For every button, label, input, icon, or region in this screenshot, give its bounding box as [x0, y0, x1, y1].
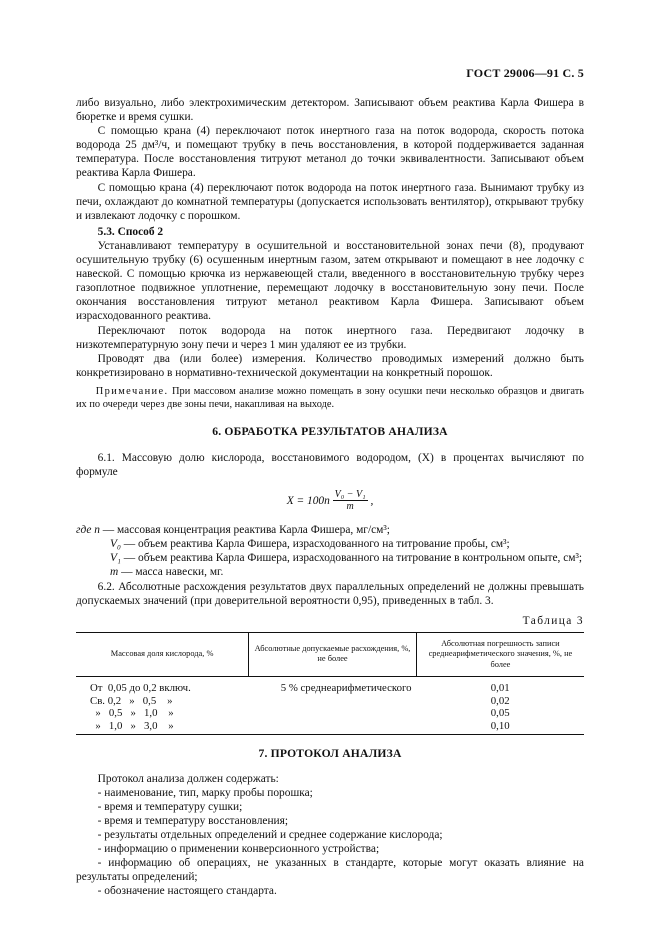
definition-v1 [76, 551, 584, 565]
formula-tail: , [370, 494, 374, 507]
table-cell-error: 0,01 [490, 682, 510, 695]
symbol-m: m [110, 566, 119, 579]
formula-lhs: X = 100n [286, 494, 330, 507]
paragraph-measurements: Проводят два (или более) измерения. Количество проводимых измерений должно быть конкретизировано в нормативно-технической документации на конкретный порошок. [76, 352, 584, 379]
paragraph-6-2: 6.2. Абсолютные расхождения результатов двух параллельных определений не должны превышать допускаемых значений (при доверительной вероятности 0,95), приведенных в табл. 3. [76, 580, 584, 607]
definition-v0 [76, 537, 584, 551]
table-header-row [76, 632, 584, 676]
symbol-n: где n [76, 524, 100, 537]
table-row [76, 707, 584, 720]
table-row [76, 695, 584, 708]
list-item: - результаты отдельных определений и среднее содержание кислорода; [97, 828, 443, 841]
table-cell-range: Св. 0,2 » 0,5 » [90, 694, 173, 707]
subsection-5-3-title: 5.3. Способ 2 [97, 225, 164, 238]
list-item: - время и температуру сушки; [97, 800, 243, 813]
table-cell-range: » 1,0 » 3,0 » [76, 720, 249, 735]
table-caption: Таблица 3 [522, 614, 584, 627]
paragraph-hydrogen-switch: С помощью крана (4) переключают поток инертного газа на поток водорода, скорость потока водорода 25 дм³/ч, и помещают трубку в печь восстановления, в которой поддерживается заданная температура. После восстановления титруют метанол до точки эквивалентности. Записывают объем реактива Карла Фишера. [76, 125, 584, 180]
list-item: - обозначение настоящего стандарта. [97, 885, 277, 898]
definition-n [76, 523, 584, 537]
table-row [76, 677, 584, 695]
section-7-title: 7. ПРОТОКОЛ АНАЛИЗА [258, 747, 402, 761]
paragraph-inert-switch: С помощью крана (4) переключают поток водорода на поток инертного газа. Вынимают трубку из печи, охлаждают до комнатной температуры (допускается использовать вентилятор), открывают трубку и извлекают лодочку с порошком. [76, 181, 584, 222]
definition-v0-text: — объем реактива Карла Фишера, израсходованного на титрование пробы, см³; [120, 538, 510, 551]
note-paragraph [76, 385, 584, 411]
table-cell-error: 0,05 [490, 707, 510, 720]
table-header-divergence: Абсолютные допускаемые расхождения, %, не более [249, 632, 417, 676]
table-header-oxygen: Массовая доля кислорода, % [76, 632, 249, 676]
definition-v1-text: — объем реактива Карла Фишера, израсходованного на титрование в контрольном опыте, см³; [120, 552, 583, 565]
list-item: - время и температуру восстановления; [97, 814, 289, 827]
protocol-intro: Протокол анализа должен содержать: [97, 772, 279, 785]
table-cell-divergence [249, 707, 417, 720]
table-cell-range: » 0,5 » 1,0 » [90, 707, 174, 720]
paragraph-continuation: либо визуально, либо электрохимическим детектором. Записывают объем реактива Карла Фишера в бюретке и время сушки. [76, 97, 584, 124]
list-item: - информацию о применении конверсионного устройства; [97, 842, 380, 855]
table-header-error: Абсолютная погрешность записи среднеарифметического значения, %, не более [416, 632, 584, 676]
page-header-code: ГОСТ 29006—91 С. 5 [466, 66, 584, 80]
note-text: При массовом анализе можно помещать в зону осушки печи несколько образцов и двигать их по очереди через две зоны печи, накапливая на выходе. [76, 385, 584, 410]
note-label: Примечание. [95, 385, 169, 397]
formula-numerator: V₀ − V₁ [334, 489, 366, 501]
table-cell-divergence: 5 % среднеарифметического [280, 682, 412, 695]
table-cell-error: 0,10 [416, 720, 584, 735]
symbol-v0: V₀ [110, 538, 121, 551]
table-row [76, 720, 584, 735]
paragraph-6-1: 6.1. Массовую долю кислорода, восстановимого водородом, (X) в процентах вычисляют по формуле [76, 451, 584, 479]
symbol-definitions [76, 523, 584, 579]
list-item: - информацию об операциях, не указанных в стандарте, которые могут оказать влияние на результаты определений; [76, 857, 584, 884]
document-body [76, 96, 584, 898]
table-3 [76, 632, 584, 736]
paragraph-move-boat: Переключают поток водорода на поток инертного газа. Передвигают лодочку в низкотемпературную зону печи и через 1 мин удаляют ее из трубки. [76, 324, 584, 351]
paragraph-method2: Устанавливают температуру в осушительной и восстановительной зонах печи (8), продувают осушительную трубку (6) осушенным инертным газом, затем открывают и помещают в нее лодочку с навеской. С помощью крючка из нержавеющей стали, введенного в восстановительную трубку через газоплотное подвижное уплотнение, перемещают лодочку в восстановительную зону печи. После окончания восстановления титруют метанол реактивом Карла Фишера. Записывают объем израсходованного реактива. [76, 239, 584, 323]
table-cell-error: 0,02 [490, 694, 510, 707]
definition-m-text: — масса навески, мг. [118, 566, 224, 579]
table-cell-divergence [249, 695, 417, 708]
list-item: - наименование, тип, марку пробы порошка; [97, 786, 313, 799]
formula [76, 489, 584, 515]
definition-n-text: — массовая концентрация реактива Карла Фишера, мг/см³; [99, 524, 390, 537]
formula-fraction [333, 489, 368, 512]
definition-m [76, 565, 584, 579]
formula-denominator: m [346, 501, 354, 513]
table-cell-range: От 0,05 до 0,2 включ. [90, 682, 191, 695]
table-cell-divergence [249, 720, 417, 735]
section-6-title: 6. ОБРАБОТКА РЕЗУЛЬТАТОВ АНАЛИЗА [212, 424, 448, 438]
symbol-v1: V₁ [110, 552, 121, 565]
